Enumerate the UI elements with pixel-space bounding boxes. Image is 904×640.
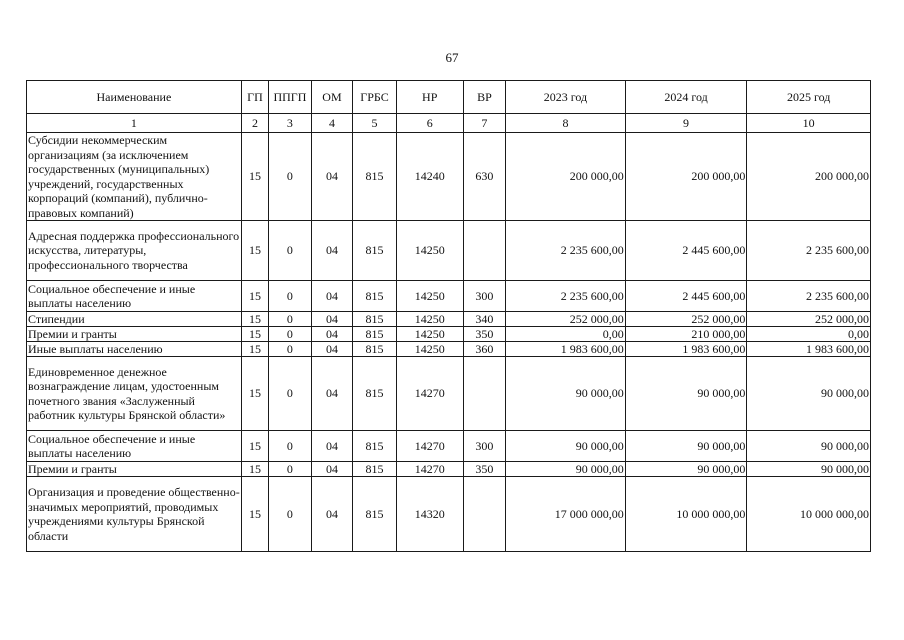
cell-2025: 1 983 600,00 [747, 342, 871, 357]
cell-2023: 90 000,00 [506, 462, 626, 477]
cell-grbs: 815 [353, 431, 397, 462]
cell-2023: 200 000,00 [506, 133, 626, 221]
row-name: Адресная поддержка профессионального искусства, литературы, профессионального творчества [27, 221, 242, 281]
cell-2024: 2 445 600,00 [625, 281, 747, 312]
cell-2023: 90 000,00 [506, 357, 626, 431]
cell-2023: 2 235 600,00 [506, 221, 626, 281]
column-number: 9 [625, 114, 747, 133]
row-name: Субсидии некоммерческим организациям (за исключением государственных (муниципальных) учреждений, государственных корпораций (компаний), публично-правовых компаний) [27, 133, 242, 221]
header-row [27, 81, 871, 114]
cell-vr: 350 [463, 327, 506, 342]
cell-ppgp: 0 [269, 462, 312, 477]
cell-2023: 2 235 600,00 [506, 281, 626, 312]
column-number: 3 [269, 114, 312, 133]
header-cell-2024: 2024 год [625, 81, 747, 114]
table-row [27, 133, 871, 221]
column-number: 8 [506, 114, 626, 133]
column-number: 6 [396, 114, 463, 133]
row-name: Стипендии [27, 312, 242, 327]
cell-grbs: 815 [353, 221, 397, 281]
cell-gp: 15 [241, 357, 268, 431]
cell-nr: 14270 [396, 462, 463, 477]
cell-2024: 10 000 000,00 [625, 477, 747, 552]
page-number: 67 [445, 50, 459, 65]
cell-2025: 200 000,00 [747, 133, 871, 221]
table-row [27, 477, 871, 552]
cell-gp: 15 [241, 133, 268, 221]
column-number: 5 [353, 114, 397, 133]
cell-gp: 15 [241, 477, 268, 552]
header-cell-nr: НР [396, 81, 463, 114]
cell-2023: 252 000,00 [506, 312, 626, 327]
cell-2024: 90 000,00 [625, 462, 747, 477]
cell-grbs: 815 [353, 342, 397, 357]
cell-om: 04 [311, 342, 353, 357]
cell-2024: 2 445 600,00 [625, 221, 747, 281]
cell-om: 04 [311, 431, 353, 462]
cell-2024: 1 983 600,00 [625, 342, 747, 357]
column-number: 4 [311, 114, 353, 133]
cell-om: 04 [311, 312, 353, 327]
header-cell-gp: ГП [241, 81, 268, 114]
cell-om: 04 [311, 357, 353, 431]
cell-2025: 10 000 000,00 [747, 477, 871, 552]
column-number: 10 [747, 114, 871, 133]
cell-vr: 300 [463, 431, 506, 462]
column-number: 7 [463, 114, 506, 133]
cell-2024: 210 000,00 [625, 327, 747, 342]
cell-grbs: 815 [353, 133, 397, 221]
cell-gp: 15 [241, 281, 268, 312]
table-row [27, 357, 871, 431]
cell-nr: 14320 [396, 477, 463, 552]
cell-2024: 90 000,00 [625, 357, 747, 431]
cell-gp: 15 [241, 431, 268, 462]
cell-ppgp: 0 [269, 221, 312, 281]
cell-2025: 0,00 [747, 327, 871, 342]
cell-om: 04 [311, 221, 353, 281]
cell-2025: 90 000,00 [747, 357, 871, 431]
cell-2024: 200 000,00 [625, 133, 747, 221]
table-row [27, 221, 871, 281]
cell-gp: 15 [241, 327, 268, 342]
row-name: Единовременное денежное вознаграждение лицам, удостоенным почетного звания «Заслуженный работник культуры Брянской области» [27, 357, 242, 431]
column-number-row [27, 114, 871, 133]
cell-om: 04 [311, 327, 353, 342]
cell-gp: 15 [241, 312, 268, 327]
header-cell-name: Наименование [27, 81, 242, 114]
cell-2024: 90 000,00 [625, 431, 747, 462]
row-name: Социальное обеспечение и иные выплаты населению [27, 281, 242, 312]
cell-gp: 15 [241, 221, 268, 281]
cell-grbs: 815 [353, 281, 397, 312]
cell-om: 04 [311, 462, 353, 477]
row-name: Премии и гранты [27, 462, 242, 477]
cell-ppgp: 0 [269, 133, 312, 221]
cell-2025: 2 235 600,00 [747, 221, 871, 281]
cell-2025: 90 000,00 [747, 431, 871, 462]
cell-2025: 2 235 600,00 [747, 281, 871, 312]
cell-2024: 252 000,00 [625, 312, 747, 327]
column-number: 1 [27, 114, 242, 133]
cell-nr: 14250 [396, 312, 463, 327]
row-name: Премии и гранты [27, 327, 242, 342]
cell-2025: 90 000,00 [747, 462, 871, 477]
cell-grbs: 815 [353, 357, 397, 431]
cell-gp: 15 [241, 342, 268, 357]
cell-grbs: 815 [353, 462, 397, 477]
cell-nr: 14250 [396, 327, 463, 342]
cell-ppgp: 0 [269, 312, 312, 327]
table-row [27, 312, 871, 327]
column-number: 2 [241, 114, 268, 133]
row-name: Социальное обеспечение и иные выплаты населению [27, 431, 242, 462]
cell-vr [463, 221, 506, 281]
header-cell-om: ОМ [311, 81, 353, 114]
table-row [27, 281, 871, 312]
cell-ppgp: 0 [269, 327, 312, 342]
cell-vr: 300 [463, 281, 506, 312]
row-name: Иные выплаты населению [27, 342, 242, 357]
table-row [27, 431, 871, 462]
cell-vr: 340 [463, 312, 506, 327]
cell-2023: 0,00 [506, 327, 626, 342]
cell-vr [463, 477, 506, 552]
cell-nr: 14270 [396, 357, 463, 431]
cell-ppgp: 0 [269, 477, 312, 552]
cell-gp: 15 [241, 462, 268, 477]
cell-vr [463, 357, 506, 431]
cell-om: 04 [311, 477, 353, 552]
cell-2023: 90 000,00 [506, 431, 626, 462]
budget-table [26, 80, 871, 552]
header-cell-grbs: ГРБС [353, 81, 397, 114]
cell-ppgp: 0 [269, 281, 312, 312]
cell-grbs: 815 [353, 477, 397, 552]
cell-vr: 630 [463, 133, 506, 221]
cell-nr: 14250 [396, 221, 463, 281]
cell-om: 04 [311, 281, 353, 312]
cell-vr: 350 [463, 462, 506, 477]
cell-nr: 14270 [396, 431, 463, 462]
cell-nr: 14250 [396, 342, 463, 357]
cell-2023: 17 000 000,00 [506, 477, 626, 552]
header-cell-2025: 2025 год [747, 81, 871, 114]
cell-nr: 14250 [396, 281, 463, 312]
cell-ppgp: 0 [269, 342, 312, 357]
cell-2025: 252 000,00 [747, 312, 871, 327]
cell-grbs: 815 [353, 327, 397, 342]
table-row [27, 327, 871, 342]
cell-ppgp: 0 [269, 431, 312, 462]
table-row [27, 462, 871, 477]
cell-ppgp: 0 [269, 357, 312, 431]
cell-2023: 1 983 600,00 [506, 342, 626, 357]
table-row [27, 342, 871, 357]
cell-nr: 14240 [396, 133, 463, 221]
cell-om: 04 [311, 133, 353, 221]
header-cell-ppgp: ППГП [269, 81, 312, 114]
header-cell-2023: 2023 год [506, 81, 626, 114]
row-name: Организация и проведение общественно-значимых мероприятий, проводимых учреждениями культуры Брянской области [27, 477, 242, 552]
cell-vr: 360 [463, 342, 506, 357]
header-cell-vr: ВР [463, 81, 506, 114]
cell-grbs: 815 [353, 312, 397, 327]
